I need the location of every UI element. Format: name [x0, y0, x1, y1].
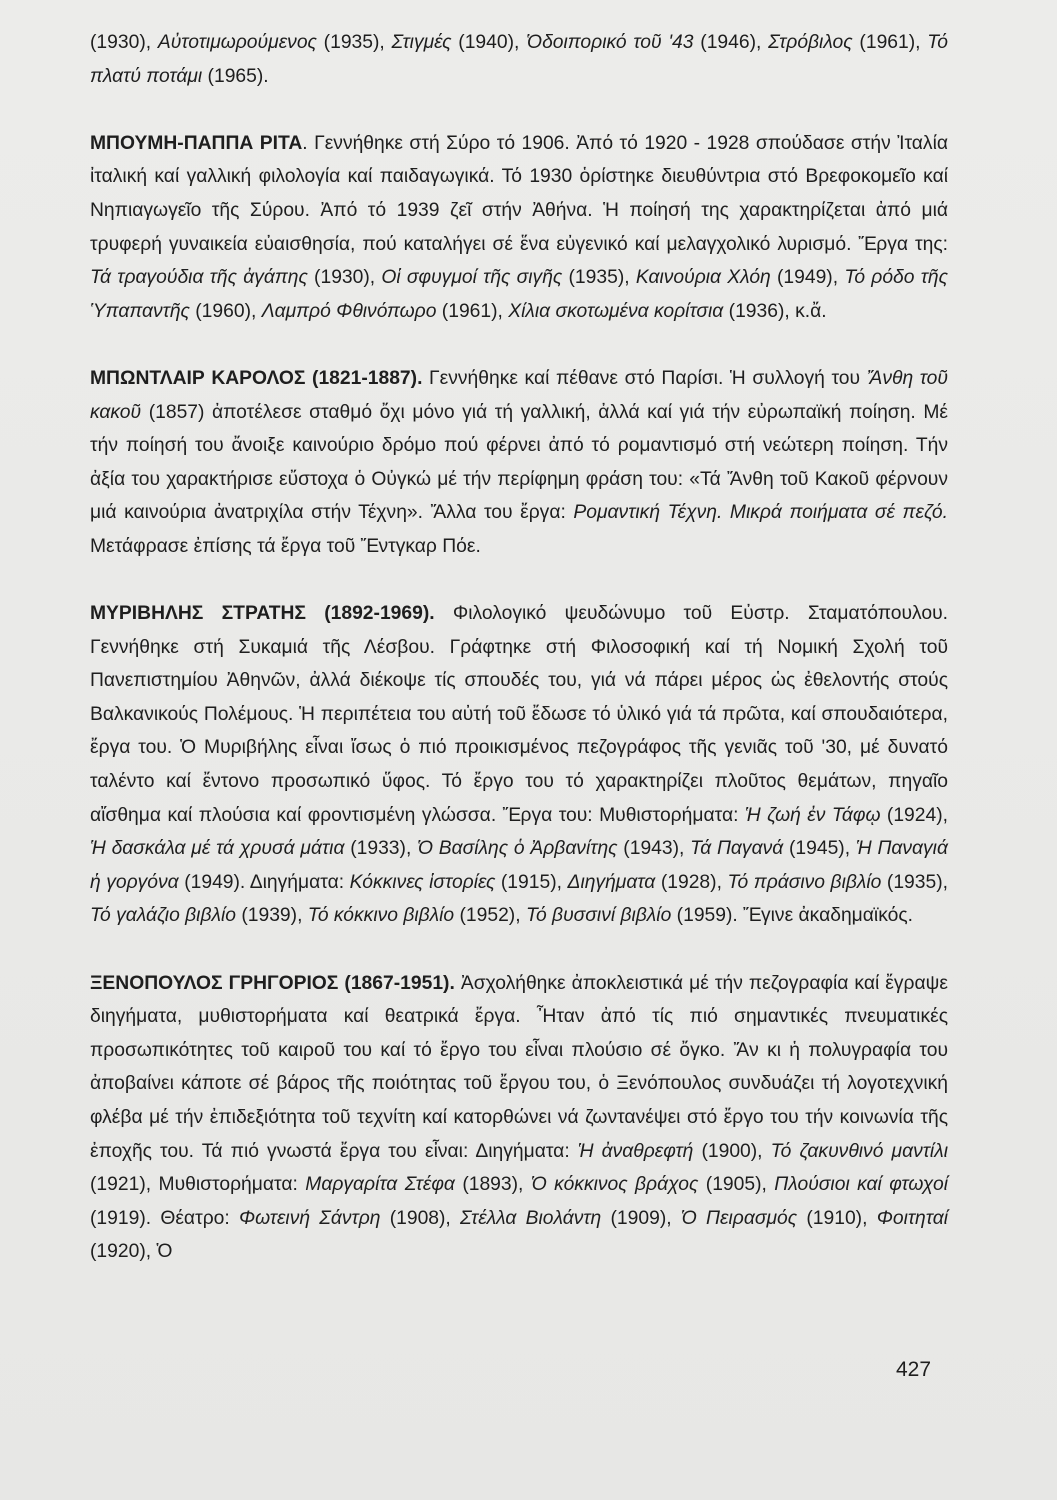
- body-text: (1910),: [797, 1207, 877, 1229]
- work-title: Φοιτηταί: [876, 1207, 948, 1229]
- body-text: (1961),: [436, 300, 509, 322]
- work-title: Ἄνθη τοῦ κακοῦ: [90, 367, 949, 423]
- body-text: (1857) ἀποτέλεσε σταθμό ὄχι μόνο γιά τή γαλλική, ἀλλά καί γιά τήν εὐρωπαϊκή ποίηση. Μέ τήν ποίησή του ἄνοιξε καινούριο δρόμο πού φέρνει ἀπό τό ρομαντισμό στή νεώτερη ποίηση. Τήν ἀξία του χαρακτήρισε εὔστοχα ὁ Οὐγκώ μέ τήν περίφημη φράση του: «Τά Ἄνθη τοῦ Κακοῦ φέρνουν μιά καινούρια ἀνατριχίλα στήν Τέχνη». Ἄλλα του ἔργα:: [90, 401, 948, 524]
- body-text: (1961),: [852, 32, 928, 53]
- entry-myrivilis: [90, 597, 948, 933]
- body-text: . Γεννήθηκε στή Σύρο τό 1906. Ἀπό τό 1920 - 1928 σπούδασε στήν Ἰταλία ἰταλική καί γαλλική φιλολογία καί παιδαγωγικά. Τό 1930 ὁρίστηκε διευθύντρια στό Βρεφοκομεῖο καί Νηπιαγωγεῖο τῆς Σύρου. Ἀπό τό 1939 ζεῖ στήν Ἀθήνα. Ἡ ποίησή της χαρακτηρίζεται ἀπό μιά τρυφερή γυναικεία εὐαισθησία, πού καταλήγει σέ ἕνα εὐγενικό καί μελαγχολικό λυρισμό. Ἔργα της:: [90, 132, 949, 255]
- work-title: Κόκκινες ἱστορίες: [349, 871, 496, 893]
- body-text: (1936), κ.ἄ.: [723, 300, 827, 322]
- work-title: Ἡ ἀναθρεφτή: [577, 1140, 694, 1162]
- work-title: Οἱ σφυγμοί τῆς σιγῆς: [381, 267, 563, 289]
- work-title: Στέλλα Βιολάντη: [460, 1207, 602, 1229]
- body-text: (1949),: [770, 267, 845, 289]
- body-text: (1893),: [454, 1174, 531, 1196]
- body-text: (1930),: [307, 267, 382, 289]
- body-text: Φιλολογικό ψευδώνυμο τοῦ Εὐστρ. Σταματόπουλου. Γεννήθηκε στή Συκαμιά τῆς Λέσβου. Γράφτηκε στή Φιλοσοφική καί τή Νομική Σχολή τοῦ Πανεπιστημίου Ἀθηνῶν, ἀλλά διέκοψε τίς σπουδές του, γιά νά πάρει μέρος ὡς ἐθελοντής στούς Βαλκανικούς Πολέμους. Ἡ περιπέτεια του αὐτή τοῦ ἔδωσε τό ὑλικό γιά τά πρῶτα, καί σπουδαιότερα, ἔργα του. Ὁ Μυριβήλης εἶναι ἴσως ὁ πιό προικισμένος πεζογράφος τῆς γενιᾶς τοῦ '30, μέ δυνατό ταλέντο καί ἔντονο προσωπικό ὕφος. Τό ἔργο του τό χαρακτηρίζει πλοῦτος θεμάτων, πηγαῖο αἴσθημα καί πλούσια καί φροντισμένη γλώσσα. Ἔργα του: Μυθιστορήματα:: [90, 603, 948, 826]
- work-title: Ὁ Βασίλης ὁ Ἀρβανίτης: [417, 838, 618, 860]
- body-text: (1908),: [380, 1207, 461, 1229]
- work-title: Πλούσιοι καί φτωχοί: [774, 1174, 948, 1196]
- entry-baudelaire: [90, 362, 948, 564]
- body-text: (1928),: [655, 871, 728, 893]
- work-title: Αὐτοτιμωρούμενος: [157, 32, 317, 53]
- work-title: Τό πράσινο βιβλίο: [727, 871, 882, 893]
- entry-heading: ΞΕΝΟΠΟΥΛΟΣ ΓΡΗΓΟΡΙΟΣ (1867-1951).: [90, 972, 455, 994]
- body-text: (1940),: [451, 32, 527, 53]
- body-text: (1959). Ἔγινε ἀκαδημαϊκός.: [671, 905, 913, 927]
- work-title: Φωτεινή Σάντρη: [239, 1207, 381, 1229]
- body-text: (1945),: [783, 838, 856, 860]
- work-title: Τό κόκκινο βιβλίο: [307, 905, 455, 927]
- work-title: Λαμπρό Φθινόπωρο: [261, 300, 437, 322]
- work-title: Τό βυσσινί βιβλίο: [525, 905, 672, 927]
- body-text: (1935),: [562, 267, 636, 289]
- body-text: (1939),: [235, 905, 308, 927]
- intro-paragraph: [90, 26, 948, 93]
- work-title: Ὁ Πειρασμός: [680, 1207, 798, 1229]
- entry-heading: ΜΠΟΥΜΗ-ΠΑΠΠΑ ΡΙΤΑ: [90, 132, 303, 154]
- work-title: Ὁδοιπορικό τοῦ '43: [526, 32, 694, 53]
- entry-xenopoulos: [90, 967, 948, 1269]
- body-text: (1935),: [881, 871, 949, 893]
- work-title: Καινούρια Χλόη: [635, 267, 771, 289]
- body-text: Μετάφρασε ἐπίσης τά ἔργα τοῦ Ἔντγκαρ Πόε.: [90, 535, 481, 557]
- work-title: Χίλια σκοτωμένα κορίτσια: [508, 300, 724, 322]
- body-text: Ἀσχολήθηκε ἀποκλειστικά μέ τήν πεζογραφία καί ἔγραψε διηγήματα, μυθιστορήματα καί θεατρικά ἔργα. Ἦταν ἀπό τίς πιό σημαντικές πνευματικές προσωπικότητες τοῦ καιροῦ του καί τό ἔργο του εἶναι πλούσιο σέ ὄγκο. Ἄν κι ἡ πολυγραφία του ἀποβαίνει κάποτε σέ βάρος τῆς ποιότητας τοῦ ἔργου του, ὁ Ξενόπουλος συνδυάζει τή λογοτεχνική φλέβα μέ τήν ἐπιδεξιότητα τοῦ τεχνίτη καί κατορθώνει νά ζωντανέψει στό ἔργο του τήν κοινωνία τῆς ἐποχῆς του. Τά πιό γνωστά ἔργα του εἶναι: Διηγήματα:: [90, 972, 948, 1162]
- body-text: (1946),: [693, 32, 769, 53]
- body-text: (1915),: [495, 871, 568, 893]
- work-title: Τό γαλάζιο βιβλίο: [90, 905, 236, 927]
- work-title: Τό ρόδο τῆς Ὑπαπαντῆς: [90, 267, 949, 322]
- work-title: Τό πλατύ ποτάμι: [90, 32, 949, 87]
- body-text: (1924),: [880, 804, 948, 826]
- work-title: Διηγήματα: [567, 871, 656, 893]
- body-text: (1919). Θέατρο:: [90, 1207, 239, 1229]
- work-title: Ἡ δασκάλα μέ τά χρυσά μάτια: [90, 838, 345, 860]
- body-text: (1930),: [90, 32, 158, 53]
- work-title: Μαργαρίτα Στέφα: [305, 1174, 455, 1196]
- body-text: (1960),: [189, 300, 262, 322]
- body-text: (1943),: [617, 838, 691, 860]
- body-text: (1920), Ὁ: [90, 1241, 173, 1263]
- entry-heading: ΜΥΡΙΒΗΛΗΣ ΣΤΡΑΤΗΣ (1892-1969).: [90, 603, 435, 625]
- work-title: Ἡ Παναγιά ἡ γοργόνα: [90, 838, 948, 893]
- work-title: Ἡ ζωή ἐν Τάφῳ: [744, 804, 881, 826]
- work-title: Στιγμές: [391, 32, 452, 53]
- page-number: 427: [896, 1358, 932, 1381]
- body-text: (1965).: [202, 65, 269, 87]
- entry-heading: ΜΠΩΝΤΛΑΙΡ ΚΑΡΟΛΟΣ (1821-1887).: [90, 367, 423, 389]
- body-text: (1952),: [454, 905, 526, 927]
- body-text: (1935),: [316, 32, 392, 53]
- work-title: Τό ζακυνθινό μαντίλι: [770, 1140, 948, 1162]
- body-text: (1900),: [693, 1140, 771, 1162]
- body-text: Γεννήθηκε καί πέθανε στό Παρίσι. Ἡ συλλογή του: [422, 367, 867, 389]
- text-body: [90, 26, 948, 1269]
- work-title: Ὁ κόκκινος βράχος: [530, 1174, 699, 1196]
- body-text: (1909),: [601, 1207, 681, 1229]
- work-title: Τά Παγανά: [690, 838, 784, 860]
- entry-boumi-pappa: [90, 127, 948, 329]
- body-text: (1921), Μυθιστορήματα:: [90, 1174, 306, 1196]
- body-text: (1905),: [698, 1174, 775, 1196]
- work-title: Στρόβιλος: [768, 32, 853, 53]
- body-text: (1949). Διηγήματα:: [178, 871, 350, 893]
- work-title: Ρομαντική Τέχνη. Μικρά ποιήματα σέ πεζό.: [573, 502, 949, 524]
- work-title: Τά τραγούδια τῆς ἀγάπης: [90, 267, 308, 289]
- body-text: (1933),: [344, 838, 418, 860]
